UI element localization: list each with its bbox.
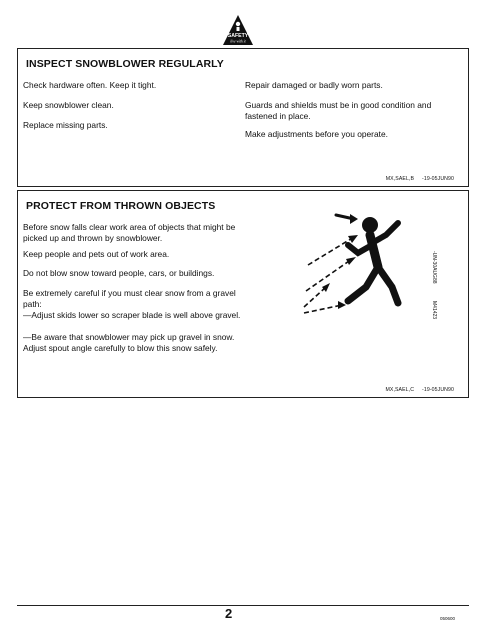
document-code: 050600 xyxy=(440,616,456,621)
inspect-right-item: Repair damaged or badly worn parts. xyxy=(245,80,383,90)
inspect-title: INSPECT SNOWBLOWER REGULARLY xyxy=(26,58,224,70)
inspect-right-item: Guards and shields must be in good condition and fastened in place. xyxy=(245,100,432,121)
badge-subtitle: live with it xyxy=(230,39,246,44)
thrown-objects-reference-code: MX,SAEL,C -19-05JUN90 xyxy=(385,387,454,393)
inspect-left-item: Check hardware often. Keep it tight. xyxy=(23,80,157,90)
inspect-reference-code: MX,SAEL,B -19-05JUN90 xyxy=(385,176,454,182)
inspect-left-item: Keep snowblower clean. xyxy=(23,100,114,110)
thrown-objects-paragraph: Be extremely careful if you must clear snow from a gravel path: xyxy=(23,288,236,309)
badge-title: SAFETY xyxy=(227,33,249,39)
thrown-objects-section xyxy=(17,190,469,398)
thrown-objects-paragraph: Keep people and pets out of work area. xyxy=(23,249,170,259)
inspect-left-item: Replace missing parts. xyxy=(23,120,108,130)
footer-rule xyxy=(17,605,469,606)
thrown-objects-illustration xyxy=(286,205,436,325)
thrown-objects-paragraph: Before snow falls clear work area of objects that might be picked up and thrown by snowblower. xyxy=(23,222,236,243)
inspect-section xyxy=(17,48,469,187)
thrown-objects-title: PROTECT FROM THROWN OBJECTS xyxy=(26,200,216,212)
figure-code-2: M41423 xyxy=(431,301,437,320)
thrown-objects-paragraph: Do not blow snow toward people, cars, or buildings. xyxy=(23,268,215,278)
inspect-right-item: Make adjustments before you operate. xyxy=(245,129,388,139)
figure-code-1: -UN-30AUG88 xyxy=(431,251,437,284)
thrown-objects-paragraph: —Adjust skids lower so scraper blade is well above gravel. xyxy=(23,310,241,320)
thrown-objects-paragraph: —Be aware that snowblower may pick up gravel in snow. Adjust spout angle carefully to blow this snow safely. xyxy=(23,332,235,353)
safety-alert-icon xyxy=(222,14,254,48)
page-number: 2 xyxy=(225,606,233,621)
